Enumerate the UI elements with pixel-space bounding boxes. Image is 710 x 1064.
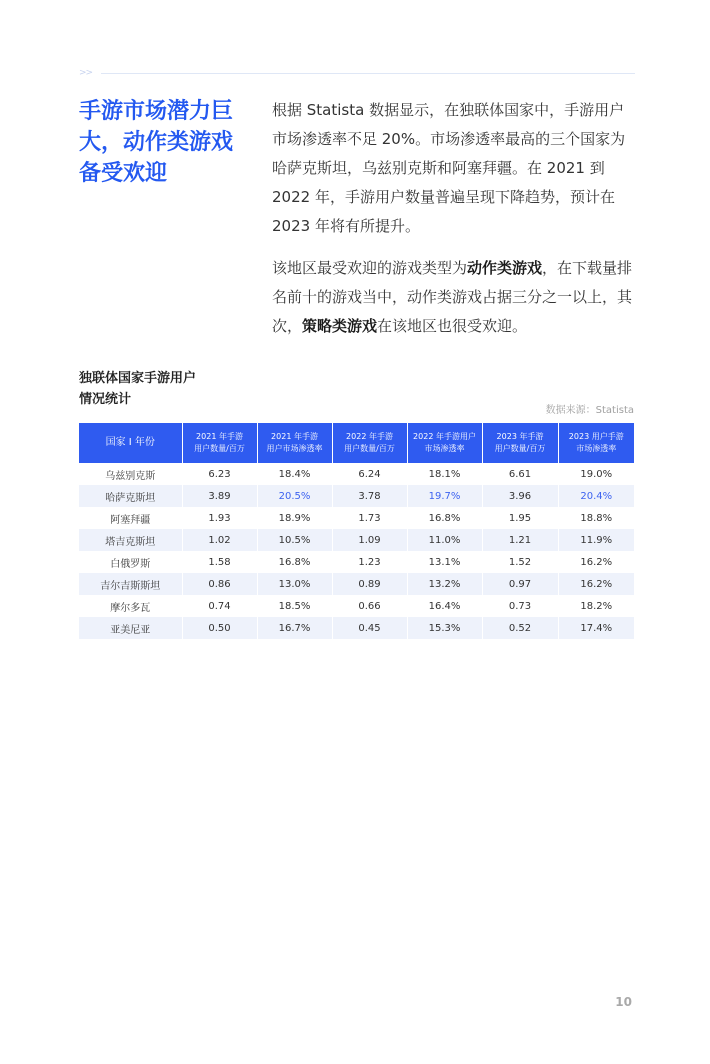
value-cell: 0.97 [482, 573, 558, 595]
paragraph-2-bold-1: 动作类游戏 [467, 259, 543, 277]
paragraph-2-part-1: 该地区最受欢迎的游戏类型为 [272, 259, 468, 277]
value-cell: 1.09 [332, 529, 407, 551]
value-cell: 0.74 [182, 595, 257, 617]
value-cell: 19.0% [558, 463, 634, 485]
table-header-row [79, 423, 634, 463]
column-header-line-1: 2023 用户手游 [568, 432, 624, 441]
country-cell: 亚美尼亚 [79, 617, 182, 639]
country-cell: 哈萨克斯坦 [79, 485, 182, 507]
value-cell: 18.4% [257, 463, 332, 485]
value-cell: 16.2% [558, 573, 634, 595]
table-title-line-2: 情况统计 [79, 392, 132, 407]
table-row [79, 463, 634, 485]
country-cell: 阿塞拜疆 [79, 507, 182, 529]
value-cell: 1.21 [482, 529, 558, 551]
paragraph-2 [272, 254, 637, 341]
column-header [79, 423, 182, 463]
value-cell: 11.9% [558, 529, 634, 551]
body-text [272, 96, 637, 341]
table-row [79, 573, 634, 595]
table-row [79, 529, 634, 551]
value-cell: 16.8% [407, 507, 482, 529]
column-header-line-1: 2021 年手游 [271, 432, 318, 441]
table-row [79, 551, 634, 573]
value-cell: 1.73 [332, 507, 407, 529]
country-cell: 塔吉克斯坦 [79, 529, 182, 551]
column-header [332, 423, 407, 463]
value-cell: 16.2% [558, 551, 634, 573]
value-cell: 18.5% [257, 595, 332, 617]
value-cell: 19.7% [407, 485, 482, 507]
value-cell: 20.4% [558, 485, 634, 507]
column-header [407, 423, 482, 463]
section-headline: 手游市场潜力巨大，动作类游戏备受欢迎 [79, 99, 234, 186]
value-cell: 0.52 [482, 617, 558, 639]
value-cell: 18.1% [407, 463, 482, 485]
column-header-line-1: 2022 年手游用户 [413, 432, 476, 441]
table-title [79, 368, 279, 410]
page-number: 10 [615, 995, 632, 1009]
value-cell: 13.1% [407, 551, 482, 573]
value-cell: 0.66 [332, 595, 407, 617]
value-cell: 17.4% [558, 617, 634, 639]
country-cell: 乌兹别克斯 [79, 463, 182, 485]
value-cell: 0.73 [482, 595, 558, 617]
column-header [482, 423, 558, 463]
value-cell: 10.5% [257, 529, 332, 551]
value-cell: 18.8% [558, 507, 634, 529]
section-divider [79, 66, 635, 80]
table-title-line-1: 独联体国家手游用户 [79, 371, 197, 386]
value-cell: 13.0% [257, 573, 332, 595]
value-cell: 16.7% [257, 617, 332, 639]
column-header [182, 423, 257, 463]
value-cell: 1.52 [482, 551, 558, 573]
table-row [79, 507, 634, 529]
value-cell: 6.24 [332, 463, 407, 485]
value-cell: 18.9% [257, 507, 332, 529]
column-header-line-2: 市场渗透率 [424, 444, 465, 453]
value-cell: 3.89 [182, 485, 257, 507]
value-cell: 1.95 [482, 507, 558, 529]
table-body [79, 463, 634, 639]
table-row [79, 617, 634, 639]
column-header-line-1: 2022 年手游 [346, 432, 393, 441]
paragraph-2-bold-2: 策略类游戏 [302, 317, 378, 335]
column-header-line-2: 用户市场渗透率 [266, 444, 323, 453]
paragraph-1: 根据 Statista 数据显示，在独联体国家中，手游用户市场渗透率不足 20%。市场渗透率最高的三个国家为哈萨克斯坦，乌兹别克斯和阿塞拜疆。在 2021 到 2022 年，手游用户数量普遍呈现下降趋势，预计在 2023 年将有所提升。 [272, 101, 626, 235]
data-source: 数据来源：Statista [545, 405, 634, 416]
value-cell: 1.23 [332, 551, 407, 573]
column-header-line-2: 用户数量/百万 [494, 444, 546, 453]
column-header [558, 423, 634, 463]
stats-table [79, 423, 634, 639]
value-cell: 0.50 [182, 617, 257, 639]
double-chevron-icon: >> [79, 68, 93, 78]
country-cell: 摩尔多瓦 [79, 595, 182, 617]
value-cell: 11.0% [407, 529, 482, 551]
value-cell: 13.2% [407, 573, 482, 595]
value-cell: 1.02 [182, 529, 257, 551]
column-header-line-2: 市场渗透率 [576, 444, 617, 453]
value-cell: 1.93 [182, 507, 257, 529]
value-cell: 3.78 [332, 485, 407, 507]
value-cell: 0.45 [332, 617, 407, 639]
column-header-line-1: 2023 年手游 [496, 432, 544, 441]
value-cell: 18.2% [558, 595, 634, 617]
paragraph-2-part-2: ，在下载量排名前十的游戏当中，动作类游戏占据三分之一以上，其次， [272, 259, 633, 335]
value-cell: 20.5% [257, 485, 332, 507]
table-row [79, 595, 634, 617]
divider-line [101, 73, 635, 74]
value-cell: 6.61 [482, 463, 558, 485]
column-header-line-2: 用户数量/百万 [344, 444, 395, 453]
country-cell: 白俄罗斯 [79, 551, 182, 573]
table-row [79, 485, 634, 507]
value-cell: 6.23 [182, 463, 257, 485]
value-cell: 16.8% [257, 551, 332, 573]
column-header-line-1: 国家 I 年份 [105, 437, 155, 448]
column-header [257, 423, 332, 463]
value-cell: 15.3% [407, 617, 482, 639]
value-cell: 0.86 [182, 573, 257, 595]
value-cell: 1.58 [182, 551, 257, 573]
column-header-line-1: 2021 年手游 [196, 432, 243, 441]
column-header-line-2: 用户数量/百万 [194, 444, 245, 453]
value-cell: 3.96 [482, 485, 558, 507]
value-cell: 16.4% [407, 595, 482, 617]
value-cell: 0.89 [332, 573, 407, 595]
country-cell: 吉尔吉斯斯坦 [79, 573, 182, 595]
paragraph-2-part-3: 在该地区也很受欢迎。 [377, 317, 528, 335]
